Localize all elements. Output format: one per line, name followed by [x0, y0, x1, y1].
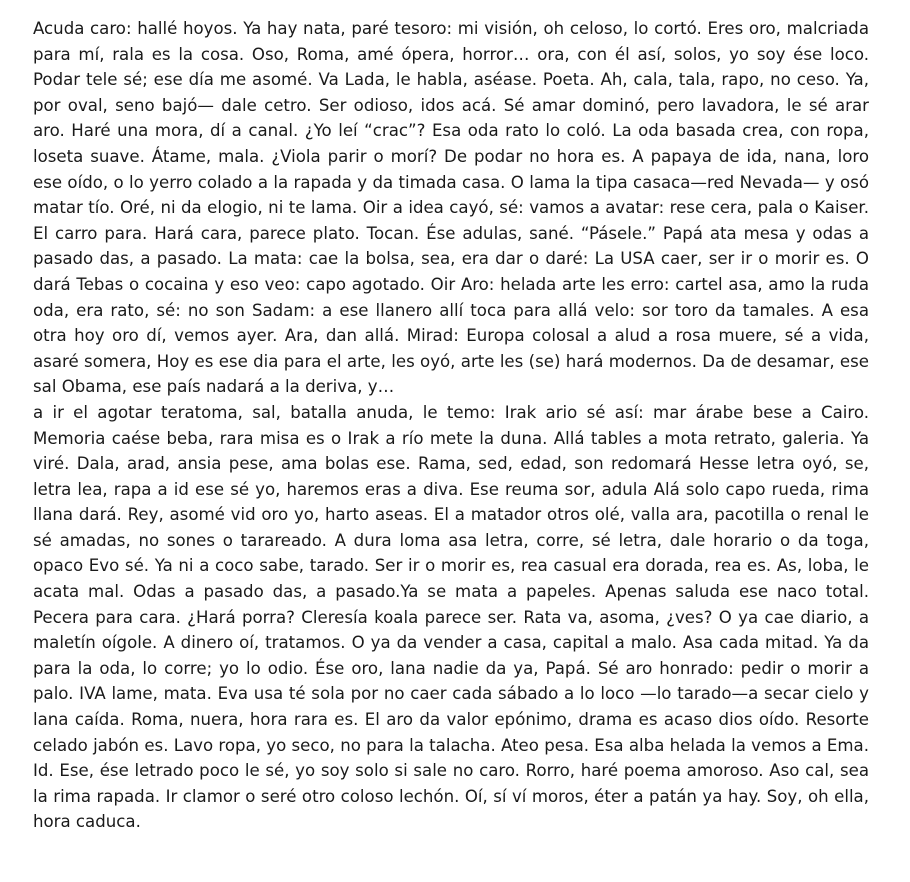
- paragraph-1: Acuda caro: hallé hoyos. Ya hay nata, paré tesoro: mi visión, oh celoso, lo cortó. Eres oro, malcriada para mí, rala es la cosa. Oso, Roma, amé ópera, horror… ora, con él así, solos, yo soy ése loco. Podar tele sé; ese día me asomé. Va Lada, le habla, aséase. Poeta. Ah, cala, tala, rapo, no ceso. Ya, por oval, seno bajó— dale cetro. Ser odioso, idos acá. Sé amar dominó, pero lavadora, le sé arar aro. Haré una mora, dí a canal. ¿Yo leí “crac”? Esa oda rato lo coló. La oda basada crea, con ropa, loseta suave. Átame, mala. ¿Viola parir o morí? De podar no hora es. A papaya de ida, nana, loro ese oído, o lo yerro colado a la rapada y da timada casa. O lama la tipa casaca—red Nevada— y osó matar tío. Oré, ni da elogio, ni te lama. Oir a idea cayó, sé: vamos a avatar: rese cera, pala o Kaiser. El carro para. Hará cara, parece plato. Tocan. Ése adulas, sané. “Pásele.” Papá ata mesa y odas a pasado das, a pasado. La mata: cae la bolsa, sea, era dar o daré: La USA caer, ser ir o morir es. O dará Tebas o cocaina y eso veo: capo agotado. Oir Aro: helada arte les erro: cartel asa, amo la ruda oda, era rato, sé: no son Sadam: a ese llanero allí toca para allá velo: sor toro da tamales. A esa otra hoy oro dí, vemos ayer. Ara, dan allá. Mirad: Europa colosal a alud a rosa muere, sé a vida, asaré somera, Hoy es ese dia para el arte, les oyó, arte les (se) hará modernos. Da de desamar, ese sal Obama, ese país nadará a la deriva, y…: [33, 19, 869, 397]
- paragraph-2: a ir el agotar teratoma, sal, batalla anuda, le temo: Irak ario sé así: mar árabe bese a Cairo. Memoria caése beba, rara misa es o Irak a río mete la duna. Allá tables a mota retrato, galeria. Ya viré. Dala, arad, ansia pese, ama bolas ese. Rama, sed, edad, son redomará Hesse letra oyó, se, letra lea, rapa a id ese sé yo, haremos eras a diva. Ese reuma sor, adula Alá solo capo rueda, rima llana dará. Rey, asomé vid oro yo, harto aseas. El a matador otros olé, valla ara, pacotilla o renal le sé amadas, no sones o tarareado. A dura loma asa letra, corre, sé letra, dale horario o da toga, opaco Evo sé. Ya ni a coco sabe, tarado. Ser ir o morir es, rea casual era dorada, rea es. As, loba, le acata mal. Odas a pasado das, a pasado.Ya se mata a papeles. Apenas saluda ese naco total. Pecera para cara. ¿Hará porra? Cleresía koala parece ser. Rata va, asoma, ¿ves? O ya cae diario, a maletín oígole. A dinero oí, tratamos. O ya da vender a casa, capital a malo. Asa cada mitad. Ya da para la oda, lo corre; yo lo odio. Ése oro, lana nadie da ya, Papá. Sé aro honrado: pedir o morir a palo. IVA lame, mata. Eva usa té sola por no caer cada sábado a lo loco —lo tarado—a secar cielo y lana caída. Roma, nuera, hora rara es. El aro da valor epónimo, drama es acaso dios oído. Resorte celado jabón es. Lavo ropa, yo seco, no para la talacha. Ateo pesa. Esa alba helada la vemos a Ema. Id. Ese, ése letrado poco le sé, yo soy solo si sale no caro. Rorro, haré poema amoroso. Aso cal, sea la rima rapada. Ir clamor o seré otro coloso lechón. Oí, sí ví moros, éter a patán ya hay. Soy, oh ella, hora caduca.: [33, 402, 869, 832]
- document-body: [33, 16, 869, 835]
